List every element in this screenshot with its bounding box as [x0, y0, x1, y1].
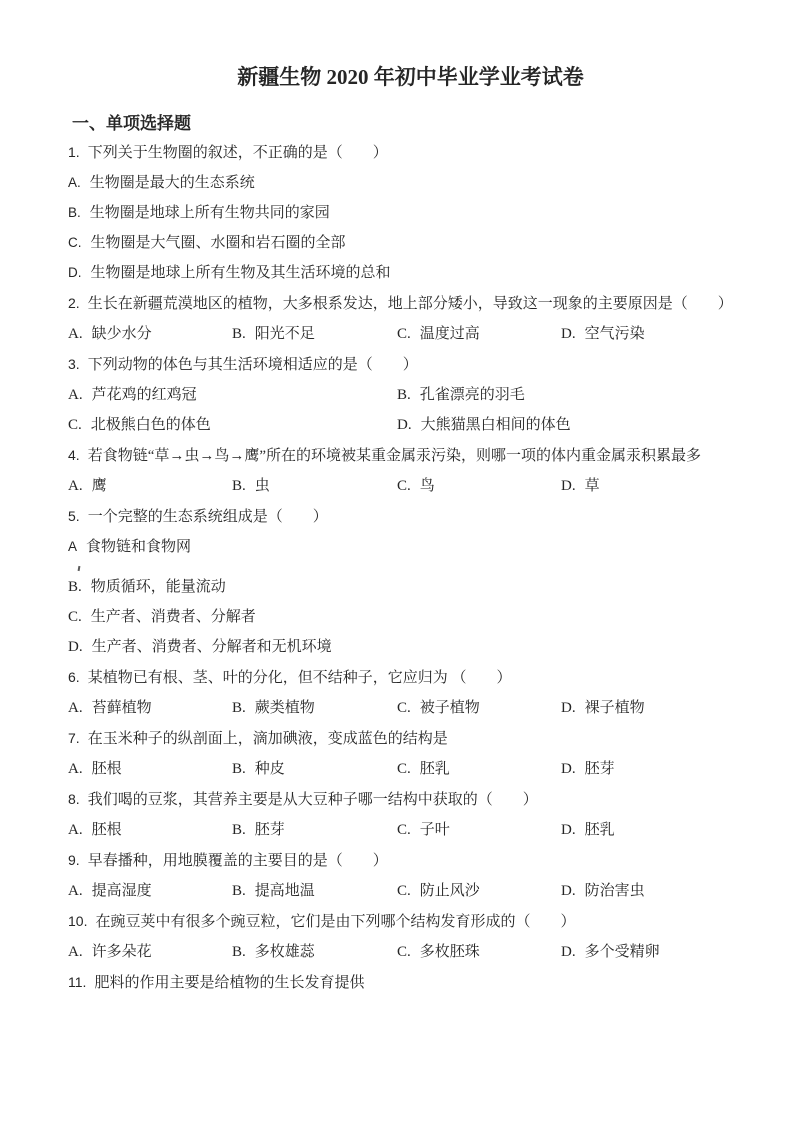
option-label: D.: [561, 761, 576, 777]
question-stem: [68, 911, 753, 932]
option-label: B.: [232, 478, 246, 494]
option-text: 阳光不足: [254, 326, 315, 342]
option-text: 种皮: [254, 761, 285, 777]
option-text: 物质循环，能量流动: [90, 579, 226, 595]
option-text: 多枚雄蕊: [254, 944, 315, 960]
question-3: [68, 354, 753, 435]
option-a: [68, 820, 232, 840]
question-number: 4.: [68, 447, 80, 463]
options-row: [68, 881, 753, 901]
question-text: 在豌豆荚中有很多个豌豆粒，它们是由下列哪个结构发育形成的（ ）: [95, 914, 576, 930]
option-label: A.: [68, 478, 83, 494]
option-b: [68, 577, 753, 597]
option-d: [561, 942, 753, 962]
option-b: [232, 820, 397, 840]
question-number: 5.: [68, 508, 80, 524]
question-text: 我们喝的豆浆，其营养主要是从大豆种子哪一结构中获取的（ ）: [87, 792, 538, 808]
option-label: D.: [561, 478, 576, 494]
option-text: 生物圈是地球上所有生物共同的家园: [89, 205, 330, 221]
question-7: [68, 728, 753, 779]
option-a: [68, 537, 753, 557]
option-text: 多枚胚珠: [419, 944, 480, 960]
question-text: 在玉米种子的纵剖面上，滴加碘液，变成蓝色的结构是: [87, 731, 448, 747]
option-c: [68, 415, 397, 435]
option-label: C.: [397, 326, 411, 342]
question-number: 1.: [68, 144, 80, 160]
option-d: [68, 263, 753, 283]
option-text: 许多朵花: [91, 944, 152, 960]
question-1: [68, 142, 753, 283]
option-label: C.: [397, 944, 411, 960]
option-c: [397, 324, 561, 344]
option-text: 苔藓植物: [91, 700, 152, 716]
option-label: A.: [68, 944, 83, 960]
option-label: D.: [561, 326, 576, 342]
option-a: [68, 476, 232, 496]
option-text: 被子植物: [419, 700, 480, 716]
question-11: [68, 972, 753, 993]
option-label: C.: [68, 235, 82, 250]
option-label: B.: [68, 205, 81, 220]
options-row: [68, 415, 753, 435]
question-text: 肥料的作用主要是给植物的生长发育提供: [94, 975, 365, 991]
question-text: 若食物链“草→虫→鸟→鹰”所在的环境被某重金属汞污染，则哪一项的体内重金属汞积累最多: [87, 448, 702, 464]
option-label: B.: [232, 326, 246, 342]
option-label: B.: [232, 883, 246, 899]
option-a: [68, 385, 397, 405]
option-text: 胚根: [91, 822, 122, 838]
option-label: C.: [68, 417, 82, 433]
option-text: 生产者、消费者、分解者: [90, 609, 256, 625]
option-c: [68, 607, 753, 627]
option-text: 防治害虫: [584, 883, 645, 899]
option-text: 生物圈是最大的生态系统: [89, 175, 255, 191]
option-label: B.: [397, 387, 411, 403]
question-stem: [68, 972, 753, 993]
option-text: 多个受精卵: [584, 944, 660, 960]
option-label: A.: [68, 175, 81, 190]
option-d: [561, 881, 753, 901]
option-c: [397, 820, 561, 840]
question-stem: [68, 354, 753, 375]
question-4: [68, 445, 753, 496]
option-label: A.: [68, 326, 83, 342]
question-number: 3.: [68, 356, 80, 372]
question-stem: [68, 293, 753, 314]
option-d: [561, 698, 753, 718]
option-c: [397, 476, 561, 496]
option-text: 胚乳: [419, 761, 450, 777]
option-text: 食物链和食物网: [86, 539, 192, 555]
question-10: [68, 911, 753, 962]
option-c: [397, 759, 561, 779]
question-text: 某植物已有根、茎、叶的分化，但不结种子，它应归为 （ ）: [87, 670, 512, 686]
option-text: 鸟: [419, 478, 435, 494]
option-a: [68, 324, 232, 344]
option-text: 胚根: [91, 761, 122, 777]
option-b: [232, 698, 397, 718]
question-number: 11.: [68, 974, 87, 990]
option-label: B.: [232, 822, 246, 838]
option-a: [68, 759, 232, 779]
question-8: [68, 789, 753, 840]
option-a: [68, 881, 232, 901]
option-text: 北极熊白色的体色: [90, 417, 211, 433]
option-label: A.: [68, 387, 83, 403]
option-label: D.: [68, 265, 82, 280]
options-row: [68, 324, 753, 344]
option-text: 孔雀漂亮的羽毛: [419, 387, 525, 403]
option-text: 防止风沙: [419, 883, 480, 899]
stray-dot: [78, 566, 81, 571]
page-title: 新疆生物 2020 年初中毕业学业考试卷: [237, 65, 584, 89]
question-text: 下列动物的体色与其生活环境相适应的是（ ）: [87, 357, 418, 373]
option-text: 蕨类植物: [254, 700, 315, 716]
option-label: B.: [232, 761, 246, 777]
option-d: [397, 415, 753, 435]
option-text: 生物圈是地球上所有生物及其生活环境的总和: [90, 265, 391, 281]
question-stem: [68, 850, 753, 871]
option-label: C.: [397, 822, 411, 838]
option-b: [232, 759, 397, 779]
option-text: 虫: [254, 478, 270, 494]
option-label: B.: [68, 579, 82, 595]
options-row: [68, 476, 753, 496]
option-text: 鹰: [91, 478, 107, 494]
option-d: [561, 476, 753, 496]
option-text: 缺少水分: [91, 326, 152, 342]
option-text: 提高湿度: [91, 883, 152, 899]
option-b: [397, 385, 753, 405]
option-b: [232, 476, 397, 496]
option-text: 芦花鸡的红鸡冠: [91, 387, 197, 403]
options-row: [68, 759, 753, 779]
option-text: 胚乳: [584, 822, 615, 838]
option-label: D.: [561, 822, 576, 838]
question-stem: [68, 142, 753, 163]
option-c: [397, 942, 561, 962]
option-label: C.: [397, 761, 411, 777]
options-row: [68, 385, 753, 405]
option-label: B.: [232, 944, 246, 960]
stray-ink-mark: [78, 564, 753, 569]
question-number: 10.: [68, 913, 88, 929]
question-2: [68, 293, 753, 344]
options-row: [68, 820, 753, 840]
question-number: 6.: [68, 669, 80, 685]
option-label: A.: [68, 822, 83, 838]
option-a: [68, 942, 232, 962]
option-label: A.: [68, 883, 83, 899]
question-number: 9.: [68, 852, 80, 868]
question-stem: [68, 789, 753, 810]
option-label: D.: [397, 417, 412, 433]
option-label: D.: [561, 883, 576, 899]
option-d: [68, 637, 753, 657]
option-label: A.: [68, 700, 83, 716]
question-stem: [68, 667, 753, 688]
question-stem: [68, 506, 753, 527]
option-text: 空气污染: [584, 326, 645, 342]
question-stem: [68, 445, 753, 466]
option-label: B.: [232, 700, 246, 716]
option-text: 温度过高: [419, 326, 480, 342]
section-heading: 一、单项选择题: [72, 114, 191, 133]
option-a: [68, 173, 753, 193]
option-label: A: [68, 539, 78, 554]
option-label: C.: [68, 609, 82, 625]
option-text: 提高地温: [254, 883, 315, 899]
option-label: D.: [561, 700, 576, 716]
option-text: 大熊猫黑白相间的体色: [420, 417, 571, 433]
option-label: C.: [397, 700, 411, 716]
option-text: 生物圈是大气圈、水圈和岩石圈的全部: [90, 235, 346, 251]
option-b: [232, 942, 397, 962]
question-9: [68, 850, 753, 901]
option-b: [68, 203, 753, 223]
option-c: [68, 233, 753, 253]
option-b: [232, 324, 397, 344]
options-row: [68, 942, 753, 962]
option-d: [561, 759, 753, 779]
question-number: 7.: [68, 730, 80, 746]
question-stem: [68, 728, 753, 749]
option-text: 裸子植物: [584, 700, 645, 716]
option-a: [68, 698, 232, 718]
question-text: 一个完整的生态系统组成是（ ）: [87, 509, 328, 525]
option-label: C.: [397, 883, 411, 899]
question-6: [68, 667, 753, 718]
option-text: 草: [584, 478, 600, 494]
option-label: A.: [68, 761, 83, 777]
option-label: D.: [68, 639, 83, 655]
question-text: 下列关于生物圈的叙述，不正确的是（ ）: [87, 145, 388, 161]
option-d: [561, 324, 753, 344]
question-text: 早春播种，用地膜覆盖的主要目的是（ ）: [87, 853, 388, 869]
question-number: 8.: [68, 791, 80, 807]
option-text: 胚芽: [254, 822, 285, 838]
option-text: 胚芽: [584, 761, 615, 777]
options-row: [68, 698, 753, 718]
option-text: 子叶: [419, 822, 450, 838]
option-label: C.: [397, 478, 411, 494]
option-c: [397, 881, 561, 901]
option-d: [561, 820, 753, 840]
option-c: [397, 698, 561, 718]
option-text: 生产者、消费者、分解者和无机环境: [91, 639, 332, 655]
question-text: 生长在新疆荒漠地区的植物，大多根系发达，地上部分矮小，导致这一现象的主要原因是（ ）: [87, 296, 733, 312]
option-b: [232, 881, 397, 901]
question-list: [68, 142, 753, 993]
question-number: 2.: [68, 295, 80, 311]
question-5: [68, 506, 753, 657]
option-label: D.: [561, 944, 576, 960]
